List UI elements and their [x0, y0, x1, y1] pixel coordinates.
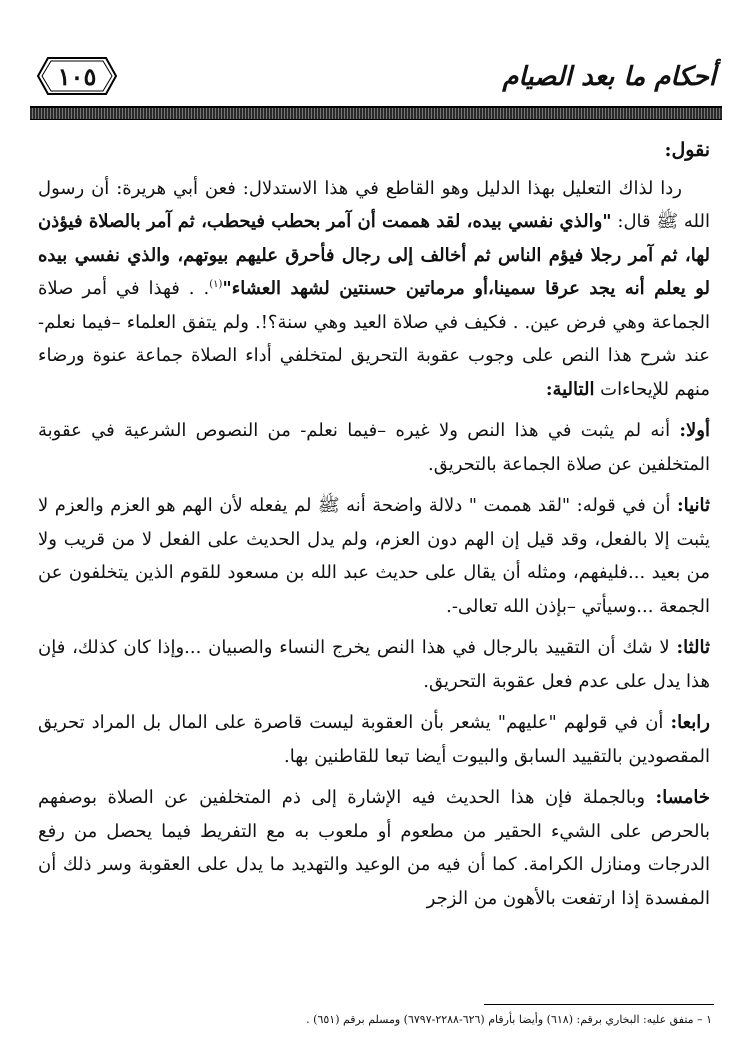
point-fourth — [38, 706, 710, 773]
point-second-label: ثانيا: — [676, 495, 711, 516]
intro-text: ردا لذاك التعليل بهذا الدليل وهو القاطع في هذا الاستدلال: فعن أبي هريرة: أن رسول الله ﷺ قال: — [38, 177, 710, 232]
point-fourth-label: رابعا: — [670, 712, 710, 733]
book-title: أحكام ما بعد الصيام — [502, 62, 716, 92]
page-body — [38, 134, 710, 923]
point-second-text: أن في قوله: "لقد هممت " دلالة واضحة أنه ﷺ لم يفعله لأن الهم هو العزم والعزم لا يثبت إلا بالفعل، وقد قيل إن الهم دون العزم، ولم يدل الحديث على الفعل لا من قريب ولا من بعيد ...فليفهم، ومثله أن يقال على حديث عبد الله بن مسعود للقوم الذين يتخلفون عن الجمعة ...وسيأتي –بإذن الله تعالى-. — [38, 495, 710, 617]
page-number: ١٠٥ — [57, 61, 97, 91]
point-third-text: لا شك أن التقييد بالرجال في هذا النص يخرج النساء والصبيان ...وإذا كان كذلك، فإن هذا يدل على عدم فعل عقوبة التحريق. — [38, 637, 710, 692]
page-header — [28, 52, 722, 104]
header-rule — [30, 106, 722, 120]
intro-continued: . . فهذا في أمر صلاة الجماعة وهي فرض عين. . فكيف في صلاة العيد وهي سنة؟!. ولم يتفق العلماء –فيما نعلم- عند شرح هذا النص على وجوب عقوبة التحريق لمتخلفي أداء الصلاة جماعة عنوة ورضاء منهم للإيحاءات — [38, 278, 710, 400]
section-heading: نقول: — [664, 139, 710, 161]
page-number-badge — [36, 56, 118, 96]
footnote-divider — [484, 1004, 714, 1005]
footnote: ١ – متفق عليه: البخاري برقم: (٦١٨) وأيضا بأرقام (٦٢٦-٢٢٨٨-٦٧٩٧) ومسلم برقم (٦٥١) . — [306, 1013, 712, 1026]
point-first-text: أنه لم يثبت في هذا النص ولا غيره –فيما نعلم- من النصوص الشرعية في عقوبة المتخلفين عن صلاة الجماعة بالتحريق. — [38, 420, 710, 475]
point-fifth-text: وبالجملة فإن هذا الحديث فيه الإشارة إلى ذم المتخلفين عن الصلاة بوصفهم بالحرص على الشيء الحقير من مطعوم أو ملعوب به مع التفريط فيما يحصل من رفع الدرجات ومنازل الكرامة. كما أن فيه من الوعيد والتهديد ما يدل على العقوبة وسر ذلك أن المفسدة إذا ارتفعت بالأهون من الزجر — [38, 787, 710, 909]
point-third-label: ثالثا: — [676, 637, 710, 658]
point-fourth-text: أن في قولهم "عليهم" يشعر بأن العقوبة ليست قاصرة على المال بل المراد تحريق المقصودين بالتقييد السابق والبيوت أيضا تبعا للقاطنين بها. — [38, 712, 710, 767]
hadith-quote: "والذي نفسي بيده، لقد هممت أن آمر بحطب فيحطب، ثم آمر بالصلاة فيؤذن لها، ثم آمر رجلا فيؤم الناس ثم أخالف إلى رجال فأحرق عليهم بيوتهم، والذي نفسي بيده لو يعلم أنه يجد عرقا سمينا،أو مرماتين حسنتين لشهد العشاء" — [38, 211, 710, 299]
point-second — [38, 489, 710, 623]
point-fifth-label: خامسا: — [655, 787, 710, 808]
point-fifth — [38, 781, 710, 915]
intro-tail: التالية: — [545, 378, 595, 400]
footnote-ref[interactable]: (١) — [209, 279, 223, 290]
paragraph-intro — [38, 172, 710, 407]
point-third — [38, 631, 710, 698]
point-first-label: أولا: — [679, 420, 710, 441]
point-first — [38, 414, 710, 481]
